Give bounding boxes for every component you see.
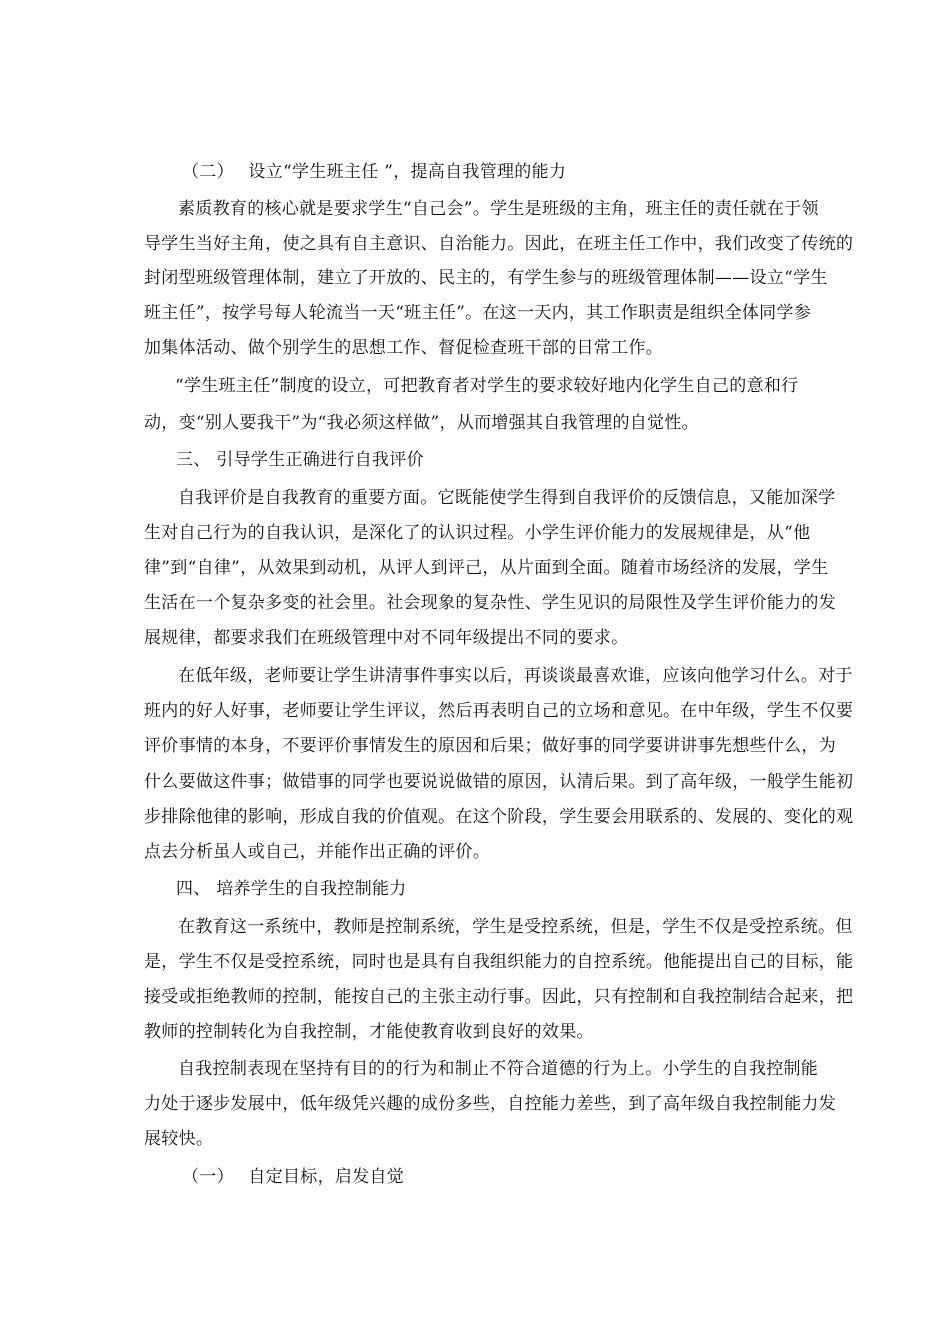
paragraph-line: 自我控制表现在坚持有目的的行为和制止不符合道德的行为上。小学生的自我控制能 — [178, 1059, 819, 1079]
paragraph-line: 素质教育的核心就是要求学生“自己会”。学生是班级的主角，班主任的责任就在于领 — [178, 199, 819, 219]
paragraph-line: 班内的好人好事，老师要让学生评议，然后再表明自己的立场和意见。在中年级，学生不仅要 — [144, 701, 854, 721]
section-heading-4: 四、 培养学生的自我控制能力 — [176, 879, 407, 899]
subsection-heading-1: （一） 自定目标，启发自觉 — [182, 1167, 405, 1187]
paragraph-line: 生活在一个复杂多变的社会里。社会现象的复杂性、学生见识的局限性及学生评价能力的发 — [144, 593, 836, 613]
paragraph-line: 生对自己行为的自我认识，是深化了的认识过程。小学生评价能力的发展规律是，从“他 — [144, 523, 811, 543]
section-heading-2: （二） 设立“学生班主任 ”，提高自我管理的能力 — [182, 162, 567, 182]
paragraph-line: 自我评价是自我教育的重要方面。它既能使学生得到自我评价的反馈信息，又能加深学 — [178, 488, 836, 508]
paragraph-line: 展较快。 — [144, 1129, 214, 1149]
paragraph-line: 接受或拒绝教师的控制，能按自己的主张主动行事。因此，只有控制和自我控制结合起来，把 — [144, 987, 854, 1007]
paragraph-line: 力处于逐步发展中，低年级凭兴趣的成份多些，自控能力差些，到了高年级自我控制能力发 — [144, 1094, 836, 1114]
paragraph-line: 律”到“自律”，从效果到动机，从评人到评己，从片面到全面。随着市场经济的发展，学生 — [144, 558, 829, 578]
section-heading-3: 三、 引导学生正确进行自我评价 — [176, 450, 424, 470]
paragraph-line: 步排除他律的影响，形成自我的价值观。在这个阶段，学生要会用联系的、发展的、变化的观 — [144, 807, 854, 827]
paragraph-line: 展规律，都要求我们在班级管理中对不同年级提出不同的要求。 — [144, 628, 629, 648]
paragraph-line: 在低年级，老师要让学生讲清事件事实以后，再谈谈最喜欢谁，应该向他学习什么。对于 — [178, 666, 853, 686]
paragraph-line: 教师的控制转化为自我控制，才能使教育收到良好的效果。 — [144, 1022, 594, 1042]
paragraph-line: 什么要做这件事；做错事的同学也要说说做错的原因，认清后果。到了高年级，一般学生能初 — [144, 772, 854, 792]
paragraph-line: 加集体活动、做个别学生的思想工作、督促检查班干部的日常工作。 — [144, 338, 663, 358]
paragraph-line: 导学生当好主角，使之具有自主意识、自治能力。因此，在班主任工作中，我们改变了传统的 — [144, 234, 854, 254]
paragraph-line: 封闭型班级管理体制，建立了开放的、民主的，有学生参与的班级管理体制——设立“学生 — [144, 268, 828, 288]
paragraph-line: 班主任”，按学号每人轮流当一天“班主任”。在这一天内，其工作职责是组织全体同学参 — [144, 303, 812, 323]
paragraph-line: “学生班主任”制度的设立，可把教育者对学生的要求较好地内化学生自己的意和行 — [175, 376, 799, 396]
paragraph-line: 是，学生不仅是受控系统，同时也是具有自我组织能力的自控系统。他能提出自己的目标，能 — [144, 952, 854, 972]
paragraph-line: 评价事情的本身，不要评价事情发生的原因和后果；做好事的同学要讲讲事先想些什么，为 — [144, 736, 836, 756]
paragraph-line: 动，变“别人要我干”为“我必须这样做”，从而增强其自我管理的自觉性。 — [144, 413, 699, 433]
paragraph-line: 点去分析虽人或自己，并能作出正确的评价。 — [144, 842, 490, 862]
paragraph-line: 在教育这一系统中，教师是控制系统，学生是受控系统，但是，学生不仅是受控系统。但 — [178, 917, 853, 937]
